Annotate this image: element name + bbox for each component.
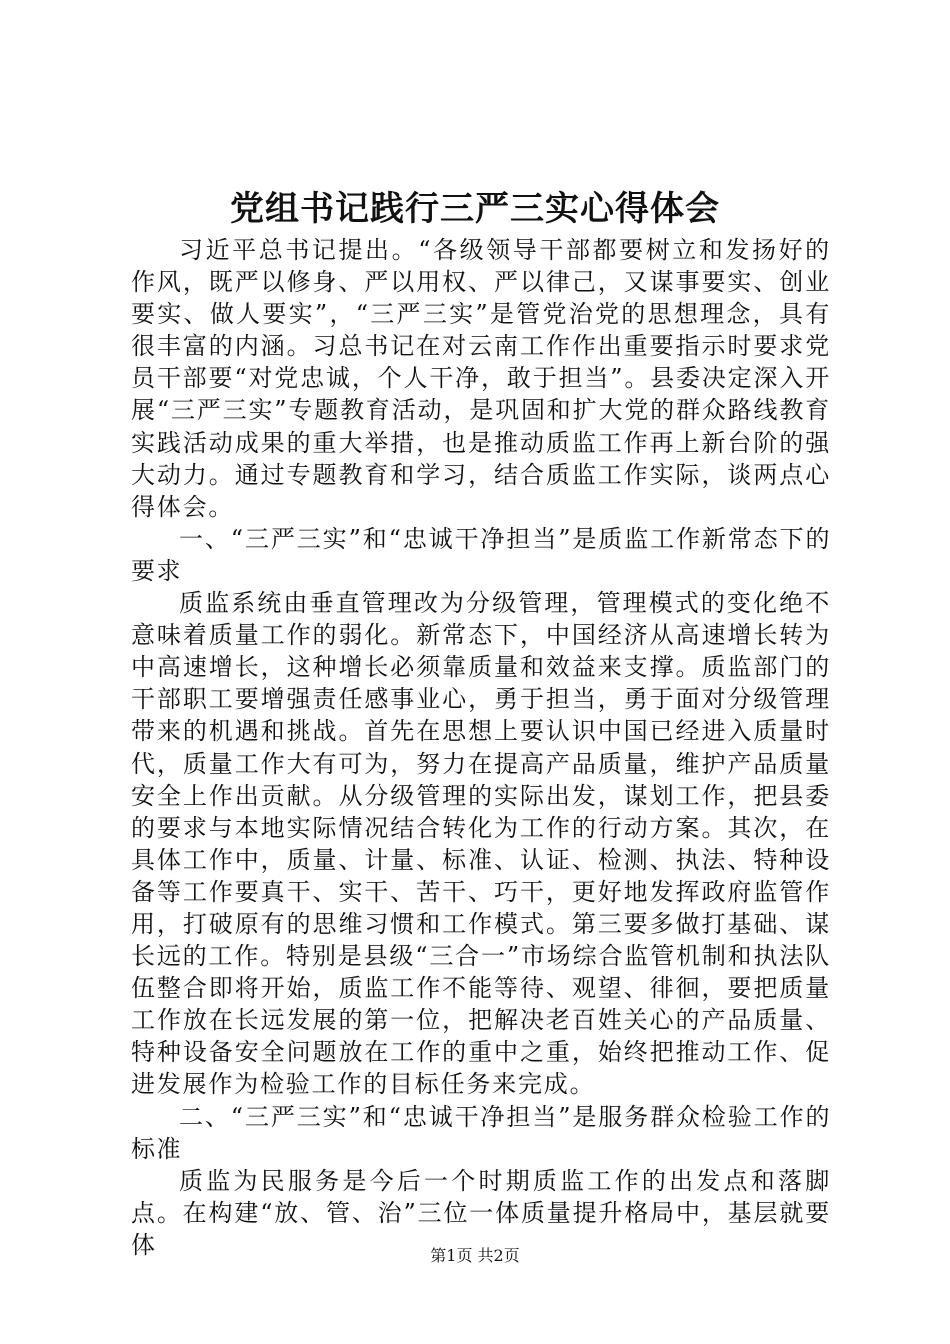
paragraph-intro: 习近平总书记提出。“各级领导干部都要树立和发扬好的作风，既严以修身、严以用权、严以律己，又谋事要实、创业要实、做人要实”，“三严三实”是管党治党的思想理念，具有很丰富的内涵。习总书记在对云南工作作出重要指示时要求党员干部要“对党忠诚，个人干净，敢于担当”。县委决定深入开展“三严三实”专题教育活动，是巩固和扩大党的群众路线教育实践活动成果的重大举措，也是推动质监工作再上新台阶的强大动力。通过专题教育和学习，结合质监工作实际，谈两点心得体会。 [131, 236, 831, 521]
page-footer: 第1页 共2页 [430, 1246, 520, 1265]
section-heading-1: 一、“三严三实”和“忠诚干净担当”是质监工作新常态下的要求 [131, 524, 831, 585]
section-heading-2: 二、“三严三实”和“忠诚干净担当”是服务群众检验工作的标准 [131, 1102, 831, 1163]
document-body [131, 234, 831, 1261]
paragraph-section-1: 质监系统由垂直管理改为分级管理，管理模式的变化绝不意味着质量工作的弱化。新常态下，中国经济从高速增长转为中高速增长，这种增长必须靠质量和效益来支撑。质监部门的干部职工要增强责任感事业心，勇于担当，勇于面对分级管理带来的机遇和挑战。首先在思想上要认识中国已经进入质量时代，质量工作大有可为，努力在提高产品质量，维护产品质量安全上作出贡献。从分级管理的实际出发，谋划工作，把县委的要求与本地实际情况结合转化为工作的行动方案。其次，在具体工作中，质量、计量、标准、认证、检测、执法、特种设备等工作要真干、实干、苦干、巧干，更好地发挥政府监管作用，打破原有的思维习惯和工作模式。第三要多做打基础、谋长远的工作。特别是县级“三合一”市场综合监管机制和执法队伍整合即将开始，质监工作不能等待、观望、徘徊，要把质量工作放在长远发展的第一位，把解决老百姓关心的产品质量、特种设备安全问题放在工作的重中之重，始终把推动工作、促进发展作为检验工作的目标任务来完成。 [131, 589, 831, 1099]
paragraph-section-2: 质监为民服务是今后一个时期质监工作的出发点和落脚点。在构建“放、管、治”三位一体质量提升格局中，基层就要体 [131, 1166, 831, 1259]
document-title: 党组书记践行三严三实心得体会 [230, 189, 720, 229]
